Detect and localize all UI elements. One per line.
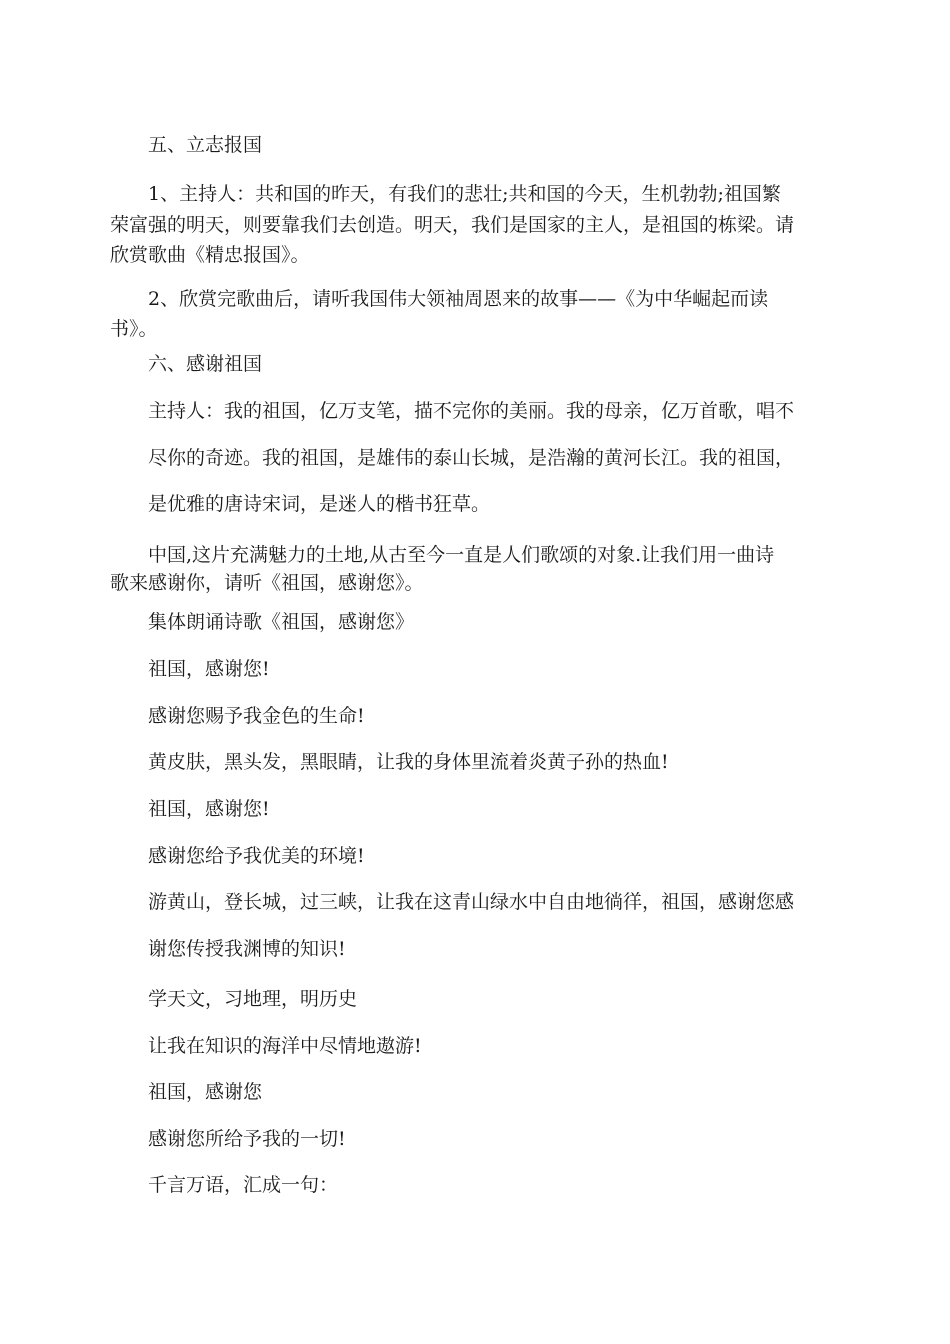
text-line: 集体朗诵诗歌《祖国，感谢您》 <box>148 611 415 633</box>
text-line: 荣富强的明天，则要靠我们去创造。明天，我们是国家的主人，是祖国的栋梁。请 <box>110 214 795 236</box>
poem-line: 感谢您所给予我的一切! <box>148 1128 346 1150</box>
text-line: 歌来感谢你，请听《祖国，感谢您》。 <box>110 572 424 594</box>
section-heading-5: 五、立志报国 <box>148 134 263 156</box>
poem-line: 感谢您给予我优美的环境! <box>148 845 365 867</box>
poem-line: 祖国，感谢您! <box>148 798 270 820</box>
text-line: 中国,这片充满魅力的土地,从古至今一直是人们歌颂的对象.让我们用一曲诗 <box>148 544 775 566</box>
poem-line: 游黄山，登长城，过三峡，让我在这青山绿水中自由地徜徉，祖国，感谢您感 <box>148 891 795 913</box>
poem-line: 感谢您赐予我金色的生命! <box>148 705 365 727</box>
poem-line: 祖国，感谢您 <box>148 1081 263 1103</box>
poem-line: 学天文，习地理，明历史 <box>148 988 358 1010</box>
text-line: 主持人：我的祖国，亿万支笔，描不完你的美丽。我的母亲，亿万首歌，唱不 <box>148 400 795 422</box>
poem-line: 黄皮肤，黑头发，黑眼睛，让我的身体里流着炎黄子孙的热血! <box>148 751 669 773</box>
section-heading-6: 六、感谢祖国 <box>148 353 263 375</box>
poem-line: 祖国，感谢您! <box>148 658 270 680</box>
text-line: 是优雅的唐诗宋词，是迷人的楷书狂草。 <box>148 493 491 515</box>
text-line: 书》。 <box>110 318 158 340</box>
text-line: 2、欣赏完歌曲后，请听我国伟大领袖周恩来的故事——《为中华崛起而读 <box>148 288 769 310</box>
poem-line: 谢您传授我渊博的知识! <box>148 938 346 960</box>
poem-line: 让我在知识的海洋中尽情地遨游! <box>148 1035 422 1057</box>
text-line: 1、主持人：共和国的昨天，有我们的悲壮;共和国的今天，生机勃勃;祖国繁 <box>148 183 781 205</box>
text-line: 欣赏歌曲《精忠报国》。 <box>110 244 310 266</box>
text-line: 尽你的奇迹。我的祖国，是雄伟的泰山长城，是浩瀚的黄河长江。我的祖国， <box>148 447 795 469</box>
poem-line: 千言万语，汇成一句： <box>148 1174 339 1196</box>
